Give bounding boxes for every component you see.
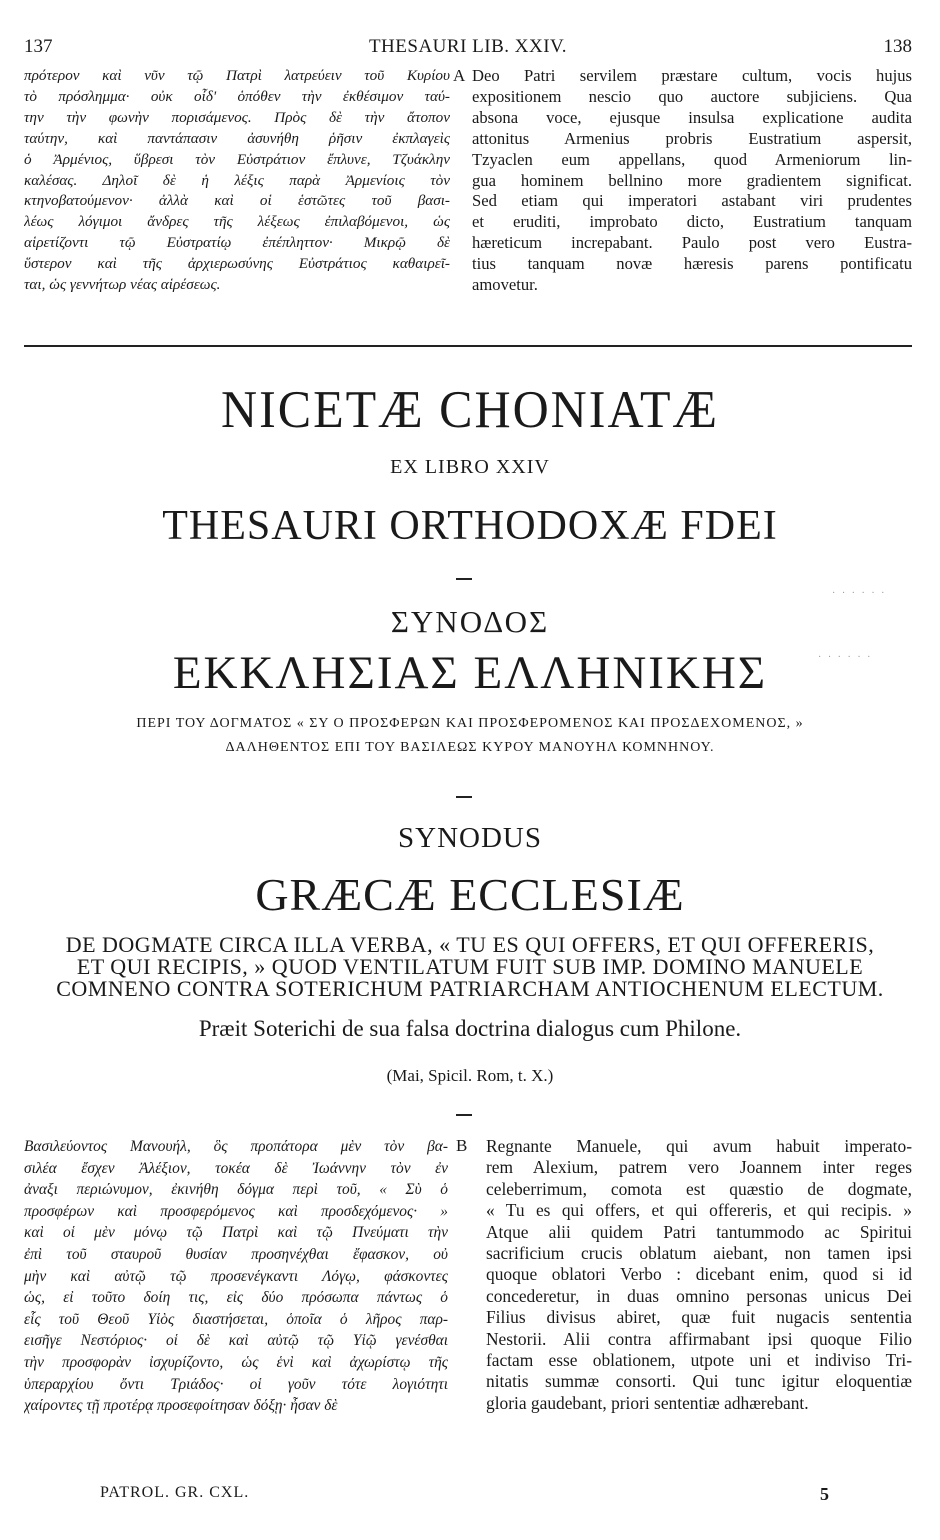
latin-subtitle-line-3: COMNENO CONTRA SOTERICHUM PATRIARCHAM ANTIOCHENUM ELECTUM. — [56, 978, 884, 1000]
running-title: THESAURI LIB. XXIV. — [368, 36, 568, 57]
latin-text-line: gloria gaudebant, priori sententiæ adhærebant. — [486, 1392, 809, 1413]
greek-text-line: καὶ οἱ μὲν μόνῳ τῷ Πατρὶ καὶ τῷ Πνεύματι τὴν — [24, 1224, 448, 1242]
latin-text-line: Sed etiam qui imperatori astabant viri prudentes — [472, 191, 912, 211]
greek-text-line: ὑπεραρχίου ὄντι Τριάδος· οἱ γοῦν τότε λογιότητι — [24, 1375, 448, 1393]
greek-text-line: σιλέα ἔσχεν Ἀλέξιον, τοκέα δὲ Ἰωάννην τὸν ἐν — [24, 1159, 448, 1177]
running-head — [24, 36, 912, 62]
latin-text-line: et eruditi, improbato dicto, Eustratium tanquam — [472, 212, 912, 232]
greek-text-line: μὴν καὶ αὐτῷ τῷ προσενέγκαντι Λόγῳ, φάσκοντες — [24, 1267, 448, 1285]
author-title: NICETÆ CHONIATÆ — [220, 379, 720, 439]
latin-text-line: nitatis summæ consorti. Qui tunc igitur eloquentiæ — [486, 1371, 912, 1392]
separator-dash — [456, 1114, 472, 1116]
latin-text-line: sacrificium crucis oblatum aiebant, non tamen ipsi — [486, 1243, 912, 1264]
latin-synodus-heading: SYNODUS — [398, 822, 542, 854]
greek-text-line: ταύτην, καὶ παντάπασιν ἀσυνήθη ῥῆσιν ἐκπλαγεὶς — [24, 129, 450, 147]
latin-text-line: hæreticum increpabant. Paulo post vero Eustra- — [472, 233, 912, 253]
greek-text-line: ὡς, εἰ τοῦτο δοίη τις, εἰς δύο πρόσωπα πάντως ὁ — [24, 1289, 448, 1307]
greek-text-line: κτηνοβατούμενον· ἀλλὰ καὶ οἱ ἑστῶτες τοῦ βασι- — [24, 192, 450, 210]
latin-text-line: concederetur, in duas omnino personas unicus Dei — [486, 1285, 912, 1306]
greek-synodos-heading: ΣΥΝΟΔΟΣ — [390, 604, 550, 639]
greek-subtitle-line-1: ΠΕΡΙ ΤΟΥ ΔΟΓΜΑΤΟΣ « ΣΥ Ο ΠΡΟΣΦΕΡΩΝ ΚΑΙ ΠΡΟΣΦΕΡΟΜΕΝΟΣ ΚΑΙ ΠΡΟΣΔΕΧΟΜΕΝΟΣ, » — [136, 716, 804, 731]
greek-text-line: λέως λόγιμοι ἄνδρες τῆς λέξεως ἐπιλαβόμενοι, ὡς — [24, 213, 450, 231]
greek-column-bottom — [24, 1136, 448, 1417]
margin-letter-a: A — [453, 66, 466, 85]
latin-text-line: Filius divisus abiret, quæ fuit nugacis sententia — [486, 1307, 912, 1328]
latin-text-line: Regnante Manuele, qui avum habuit imperato- — [486, 1136, 912, 1156]
greek-text-line: ὁ Ἀρμένιος, ὕβρεσι τὸν Εὐστράτιον ἔπλυνε, Τζυάκλην — [24, 150, 450, 168]
margin-letter-b: B — [456, 1136, 468, 1155]
latin-text-line: factam esse oblationem, utpote uni et indiviso Tri- — [486, 1350, 912, 1371]
latin-text-line: gua hominem bellnino more gradientem significat. — [472, 170, 912, 190]
latin-text-line: expositionem nescio quo auctore subjiciens. Qua — [472, 86, 912, 106]
latin-text-line: rem Alexium, patrem vero Joannem inter reges — [486, 1157, 912, 1178]
greek-text-line: ἀναξι περιώνυμον, ἐκινήθη δόγμα περὶ τοῦ, « Σὺ ὁ — [24, 1181, 448, 1199]
latin-subtitle-line-2: ET QUI RECIPIS, » QUOD VENTILATUM FUIT SUB IMP. DOMINO MANUELE — [76, 956, 864, 978]
page-number-right: 138 — [883, 36, 912, 57]
work-title: THESAURI ORTHODOXÆ FDEI — [162, 503, 778, 549]
praeit-line: Præit Soterichi de sua falsa doctrina dialogus cum Philone. — [198, 1016, 742, 1041]
latin-column-bottom — [486, 1136, 912, 1414]
greek-text-line: καλέσας. Δηλοῖ δὲ ἡ λέξις παρὰ Ἀρμενίοις τὸν — [24, 171, 450, 189]
greek-church-heading: ΕΚΚΛΗΣΙΑΣ ΕΛΛΗΝΙΚΗΣ — [172, 647, 768, 699]
greek-column-top — [24, 66, 450, 296]
greek-text-line: εἷς τοῦ Θεοῦ Υἱὸς διαστήσεται, ὁποῖα ὁ λῆρος παρ- — [24, 1310, 448, 1328]
section-rule — [24, 345, 912, 347]
ex-libro-subtitle: EX LIBRO XXIV — [390, 456, 550, 478]
greek-text-line: ἐπὶ τοῦ σταυροῦ θυσίαν προσηνέχθαι ἔφασκον, οὐ — [24, 1245, 448, 1263]
latin-subtitle-line-1: DE DOGMATE CIRCA ILLA VERBA, « TU ES QUI OFFERS, ET QUI OFFERERIS, — [65, 934, 875, 956]
greek-text-line: χαίροντες τῇ προτέρᾳ προσεφοίτησαν δόξῃ· ἦσαν δὲ — [24, 1397, 338, 1415]
footer-signature: PATROL. GR. CXL. — [100, 1484, 250, 1501]
scan-artifact: · · · · · · — [832, 588, 887, 599]
greek-subtitle-line-2: ΔΑΛΗΘΕΝΤΟΣ ΕΠΙ ΤΟΥ ΒΑΣΙΛΕΩΣ ΚΥΡΟΥ ΜΑΝΟΥΗΛ ΚΟΜΝΗΝΟΥ. — [225, 740, 715, 755]
scan-artifact: · · · · · · — [818, 652, 873, 663]
separator-dash — [456, 796, 472, 798]
separator-dash — [456, 578, 472, 580]
latin-church-heading: GRÆCÆ ECCLESIÆ — [255, 869, 685, 920]
greek-text-line: πρότερον καὶ νῦν τῷ Πατρὶ λατρεύειν τοῦ Κυρίου — [24, 67, 450, 84]
greek-text-line: ται, ὡς γεννήτωρ νέας αἱρέσεως. — [24, 276, 221, 294]
latin-text-line: celeberrimum, comota est quæstio de dogmate, — [486, 1178, 912, 1199]
latin-text-line: Nestorii. Alii contra affirmabant ipsi quoque Filio — [486, 1328, 912, 1349]
greek-text-line: Βασιλεύοντος Μανουήλ, ὃς προπάτορα μὲν τὸν βα- — [24, 1138, 448, 1155]
greek-text-line: τὸ πρόσλημμα· οὐκ οἶδ' ὁπόθεν τὴν ἐκθέσιμον ταύ- — [24, 87, 450, 105]
greek-text-line: προσφέρων καὶ προσφερόμενος καὶ προσδεχόμενος· » — [24, 1202, 448, 1220]
latin-text-line: absona voce, ejusque insulsa explicatione audita — [472, 107, 912, 127]
latin-text-line: Deo Patri servilem præstare cultum, vocis hujus — [472, 66, 912, 85]
latin-text-line: amovetur. — [472, 275, 538, 295]
greek-text-line: τὴν προσφορὰν ἰσχυρίζοντο, ὡς ἑνὶ καὶ ἀχωρίστῳ τῆς — [24, 1353, 448, 1371]
greek-text-line: εισῆγε Νεστόριος· οἱ δὲ καὶ αὐτῷ τῷ Υἱῷ γενέσθαι — [24, 1332, 448, 1350]
page-number-left: 137 — [24, 36, 53, 57]
latin-text-line: tius tanquam novæ hæresis parens pontificatu — [472, 254, 912, 274]
latin-text-line: Tzyaclen eum appellans, quod Armeniorum lin- — [472, 149, 912, 169]
latin-text-line: « Tu es qui offers, et qui offereris, et qui recipis. » — [486, 1200, 912, 1221]
greek-text-line: ὕστερον καὶ τῆς ἀρχιερωσύνης Εὐστράτιος καθαιρεῖ- — [24, 255, 450, 273]
latin-text-line: quoque oblatori Verbo : dicebant enim, quod si id — [486, 1264, 912, 1285]
greek-text-line: αἱρετίζοντι τῷ Εὐστρατίῳ ἐπέπληττον· Μικρῷ δὲ — [24, 234, 450, 252]
latin-text-line: Atque alii quidem Patri tantummodo ac Spiritui — [486, 1221, 912, 1242]
greek-text-line: την τὴν φωνὴν πορισάμενος. Πρὸς δὲ τὴν ἄτοπον — [24, 108, 450, 126]
latin-text-line: attonitus Armenius probris Eustratium aspersit, — [472, 128, 912, 148]
source-citation: (Mai, Spicil. Rom, t. X.) — [386, 1066, 554, 1085]
footer-signature-number: 5 — [820, 1484, 829, 1504]
latin-column-top — [472, 66, 912, 296]
